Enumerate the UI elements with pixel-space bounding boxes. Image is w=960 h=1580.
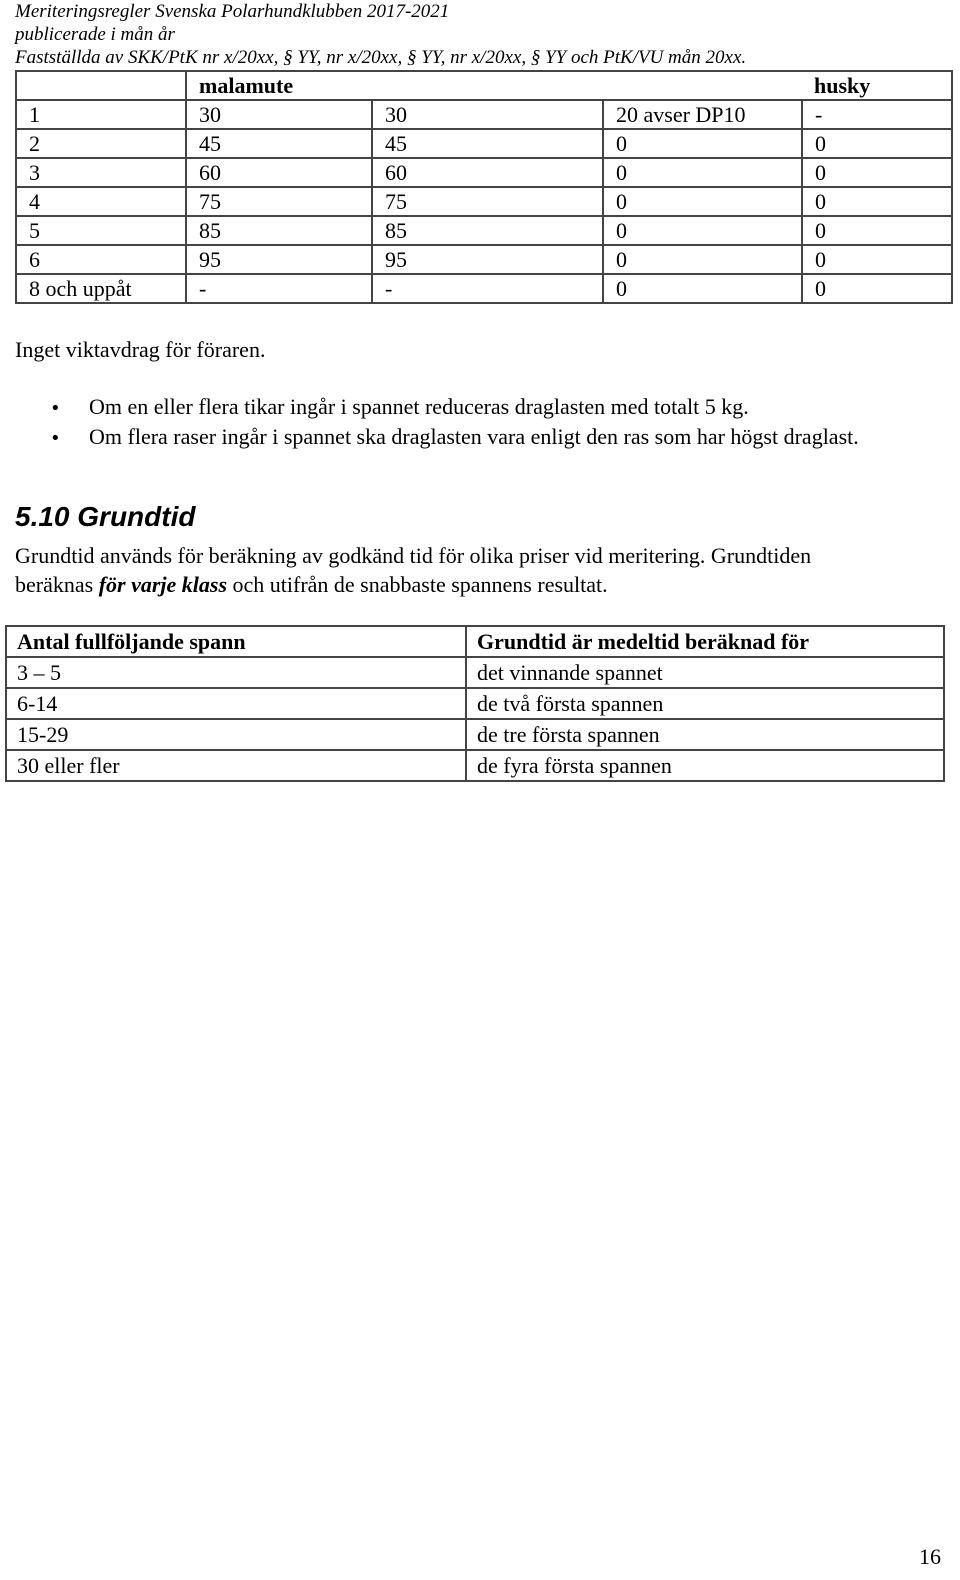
header-cell (372, 71, 603, 100)
header-published: publicerade i mån år (15, 24, 175, 45)
table-row (16, 158, 952, 187)
table-row (16, 100, 952, 129)
table-cell: 95 (372, 245, 603, 274)
table-cell: 0 (802, 158, 952, 187)
table-cell: 85 (186, 216, 372, 245)
table-cell: 0 (603, 245, 802, 274)
section-paragraph-line (15, 571, 608, 598)
table-cell: 30 (372, 100, 603, 129)
table-cell: 60 (372, 158, 603, 187)
table-cell: - (372, 274, 603, 303)
bullet-icon (50, 423, 89, 452)
table-cell: de tre första spannen (466, 719, 944, 750)
bullet-text: Om en eller flera tikar ingår i spannet reduceras draglasten med totalt 5 kg. (89, 394, 749, 419)
header-approved: Fastställda av SKK/PtK nr x/20xx, § YY, nr x/20xx, § YY, nr x/20xx, § YY och PtK/VU mån 20xx. (15, 47, 747, 68)
header-cell (603, 71, 802, 100)
table-cell: 0 (603, 187, 802, 216)
table-cell: 60 (186, 158, 372, 187)
page-number: 16 (919, 1544, 941, 1569)
table-cell: 0 (802, 129, 952, 158)
table-cell: 75 (186, 187, 372, 216)
table-cell: - (802, 100, 952, 129)
table-cell: 2 (16, 129, 186, 158)
table-cell: 30 (186, 100, 372, 129)
table-cell: 75 (372, 187, 603, 216)
table-cell: 3 – 5 (6, 657, 466, 688)
table-row (16, 129, 952, 158)
emphasis-text: för varje klass (98, 572, 228, 597)
table-row (6, 750, 944, 781)
table-cell: 5 (16, 216, 186, 245)
section-heading: 5.10 Grundtid (15, 501, 196, 532)
bullet-icon (50, 393, 89, 422)
header-cell: Antal fullföljande spann (6, 626, 466, 657)
table-cell: 0 (802, 187, 952, 216)
header-cell: husky (802, 71, 952, 100)
section-paragraph-line: Grundtid används för beräkning av godkänd tid för olika priser vid meritering. Grundtiden (15, 543, 812, 568)
table-row (6, 688, 944, 719)
table-row (16, 245, 952, 274)
header-cell: Grundtid är medeltid beräknad för (466, 626, 944, 657)
table-row (6, 657, 944, 688)
table-cell: 95 (186, 245, 372, 274)
table-cell: 0 (603, 158, 802, 187)
table-row (16, 216, 952, 245)
table-cell: 45 (186, 129, 372, 158)
table-cell: 1 (16, 100, 186, 129)
table-row (6, 719, 944, 750)
table-cell: 0 (603, 274, 802, 303)
table-cell: 15-29 (6, 719, 466, 750)
bullet-item (50, 423, 859, 452)
bullet-text: Om flera raser ingår i spannet ska draglasten vara enligt den ras som har högst draglast. (89, 424, 859, 449)
table-cell: 30 eller fler (6, 750, 466, 781)
page-header (15, 0, 746, 69)
table-cell: 0 (802, 274, 952, 303)
table-cell: de fyra första spannen (466, 750, 944, 781)
table-cell: - (186, 274, 372, 303)
table-cell: 6 (16, 245, 186, 274)
bullet-item (50, 393, 749, 422)
table-cell: 85 (372, 216, 603, 245)
basetime-table-header (6, 626, 944, 657)
paragraph-text: beräknas (15, 572, 99, 597)
table-cell: 0 (603, 216, 802, 245)
header-title: Meriteringsregler Svenska Polarhundklubben 2017-2021 (15, 1, 450, 22)
table-cell: 6-14 (6, 688, 466, 719)
paragraph-text: och utifrån de snabbaste spannens resultat. (227, 572, 608, 597)
table-cell: 8 och uppåt (16, 274, 186, 303)
table-cell: 20 avser DP10 (603, 100, 802, 129)
header-cell: malamute (186, 71, 372, 100)
table-cell: det vinnande spannet (466, 657, 944, 688)
table-cell: 3 (16, 158, 186, 187)
table-cell: 0 (802, 216, 952, 245)
table-row (16, 274, 952, 303)
header-cell (16, 71, 186, 100)
table-cell: de två första spannen (466, 688, 944, 719)
table-cell: 0 (603, 129, 802, 158)
table-cell: 4 (16, 187, 186, 216)
table-row (16, 187, 952, 216)
table-cell: 0 (802, 245, 952, 274)
weight-table (15, 70, 953, 304)
basetime-table (5, 625, 945, 782)
weight-table-header (16, 71, 952, 100)
driver-weight-note: Inget viktavdrag för föraren. (15, 337, 266, 362)
table-cell: 45 (372, 129, 603, 158)
